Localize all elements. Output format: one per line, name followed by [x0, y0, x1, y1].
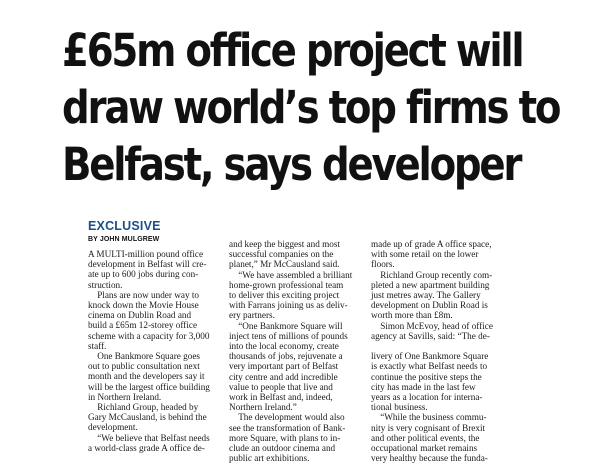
article-line: see the transformation of Bank-	[229, 422, 346, 433]
article-line: home-grown professional team	[229, 279, 344, 290]
article-line: Northern Ireland.”	[229, 402, 297, 413]
article-line: will be the largest office building	[88, 381, 210, 392]
article-line: successful companies on the	[229, 249, 334, 260]
article-line: planet,” Mr McCausland said.	[229, 259, 340, 270]
article-line: staff.	[88, 340, 107, 351]
article-line: cinema on Dublin Road and	[88, 310, 192, 321]
article-line: worth more than £8m.	[371, 310, 453, 321]
article-line: with some retail on the lower	[371, 249, 479, 260]
article-line: development.	[88, 422, 138, 433]
article-line: “While the business commu-	[371, 412, 487, 423]
article-line: agency at Savills, said: “The de-	[371, 330, 490, 341]
article-line: inject tens of millions of pounds	[229, 330, 348, 341]
article-line: city has made in the last few	[371, 381, 476, 392]
article-line: month and the developers say it	[88, 371, 205, 382]
article-line: more Square, with plans to in-	[229, 432, 341, 443]
article-line: Richland Group, headed by	[88, 402, 199, 413]
article-line: a world-class grade A office de-	[88, 442, 205, 453]
article-line: clude an outdoor cinema and	[229, 443, 336, 454]
article-line: and other political events, the	[371, 432, 480, 443]
article-line: continue the positive steps the	[371, 371, 482, 382]
article-line: build a £65m 12-storey office	[88, 320, 198, 331]
article-column-3	[371, 239, 505, 463]
article-line: public art exhibitions.	[229, 453, 310, 463]
article-line: very important part of Belfast	[229, 361, 339, 372]
exclusive-kicker: EXCLUSIVE	[88, 219, 161, 233]
article-line: city centre and add incredible	[229, 371, 338, 382]
article-line: A MULTI-million pound office	[88, 249, 204, 259]
article-line: knock down the Movie House	[88, 300, 199, 311]
article-line: ate up to 600 jobs during con-	[88, 269, 199, 280]
article-line: nity is very cognisant of Brexit	[371, 422, 486, 433]
headline-line-3: Belfast, says developer	[62, 138, 521, 191]
article-line: Simon McEvoy, head of office	[371, 320, 493, 331]
article-line: made up of grade A office space,	[371, 239, 492, 249]
article-line: is exactly what Belfast needs to	[371, 361, 488, 372]
article-line: years as a location for interna-	[371, 392, 483, 403]
article-line: One Bankmore Square goes	[88, 351, 201, 362]
article-line: Plans are now under way to	[88, 289, 199, 300]
article-line: very healthy because the funda-	[371, 453, 488, 463]
article-line: with Farrans joining us as deliv-	[229, 300, 348, 311]
headline	[62, 22, 560, 193]
article-line: development on Dublin Road is	[371, 300, 488, 311]
byline: BY JOHN MULGREW	[88, 236, 160, 243]
article-line: ery partners.	[229, 310, 275, 321]
article-line: “We have assembled a brilliant	[229, 269, 353, 280]
article-line: work in Belfast and, indeed,	[229, 392, 333, 403]
article-line: into the local economy, create	[229, 341, 339, 352]
article-column-2	[229, 239, 363, 463]
article-line: “One Bankmore Square will	[229, 320, 343, 331]
article-line: floors.	[371, 259, 395, 270]
article-line: out to public consultation next	[88, 361, 200, 372]
article-column-1	[88, 249, 222, 453]
article-line: Richland Group recently com-	[371, 269, 493, 280]
headline-line-1: £65m office project will	[62, 24, 523, 77]
article-line: livery of One Bankmore Square	[371, 351, 489, 362]
headline-line-2: draw world’s top firms to	[62, 81, 560, 134]
article-line: struction.	[88, 279, 123, 290]
article-line: Gary McCausland, is behind the	[88, 412, 207, 423]
article-line: The development would also	[229, 412, 345, 423]
article-line: “We believe that Belfast needs	[88, 432, 210, 443]
article-line: pleted a new apartment building	[371, 279, 490, 290]
article-line: scheme with a capacity for 3,000	[88, 330, 210, 341]
article-line: tional business.	[371, 402, 428, 413]
article-line: development in Belfast will cre-	[88, 259, 207, 270]
article-line: and keep the biggest and most	[229, 239, 340, 249]
article-line: occupational market remains	[371, 443, 478, 454]
article-line: thousands of jobs, rejuvenate a	[229, 351, 343, 362]
article-line: just metres away. The Gallery	[371, 290, 481, 301]
article-line	[371, 341, 505, 351]
article-line: value to people that live and	[229, 381, 333, 392]
article-line: in Northern Ireland.	[88, 391, 162, 402]
article-line: to deliver this exciting project	[229, 290, 340, 301]
